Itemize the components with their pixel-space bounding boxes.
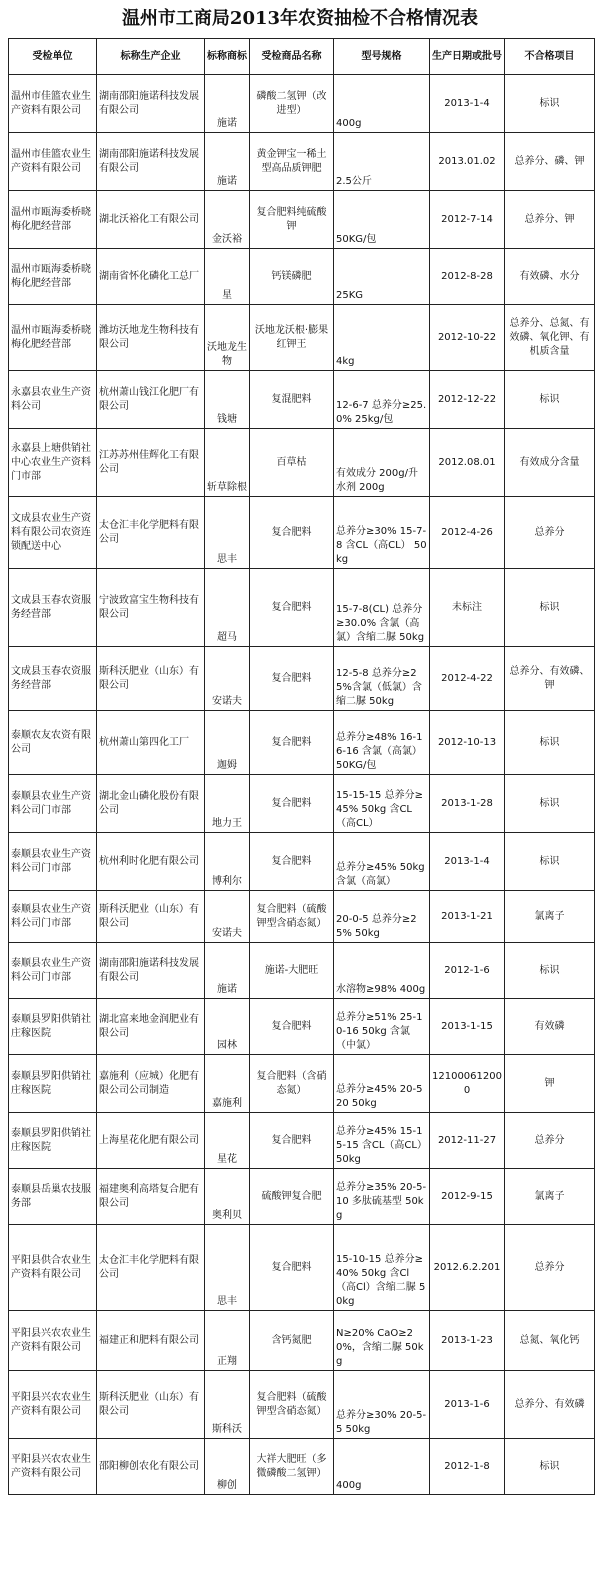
table-row	[9, 1439, 595, 1495]
spec-cell: 总养分≥48% 16-16-16 含氯（高氯）50KG/包	[334, 711, 430, 775]
inspected-unit-cell: 泰顺农友农资有限公司	[9, 711, 97, 775]
table-row	[9, 1225, 595, 1311]
trademark-cell: 安诺夫	[205, 891, 250, 943]
table-row	[9, 1371, 595, 1439]
product-name-cell: 百草枯	[250, 429, 334, 497]
table-row	[9, 833, 595, 891]
trademark-cell: 星	[205, 249, 250, 305]
trademark-cell: 思丰	[205, 497, 250, 569]
date-batch-cell: 2012-1-8	[430, 1439, 505, 1495]
manufacturer-cell: 太仓汇丰化学肥料有限公司	[97, 1225, 205, 1311]
header-row	[9, 39, 595, 75]
trademark-cell: 正翔	[205, 1311, 250, 1371]
manufacturer-cell: 杭州利时化肥有限公司	[97, 833, 205, 891]
date-batch-cell: 2012-10-22	[430, 305, 505, 371]
inspected-unit-cell: 泰顺县农业生产资料公司门市部	[9, 775, 97, 833]
spec-cell: 50KG/包	[334, 191, 430, 249]
failed-item-cell: 标识	[505, 711, 595, 775]
failed-item-cell: 有效磷	[505, 999, 595, 1055]
product-name-cell: 复合肥料纯硫酸钾	[250, 191, 334, 249]
spec-cell: 总养分≥45% 20-5 20 50kg	[334, 1055, 430, 1113]
spec-cell: 12-5-8 总养分≥25%含氯（低氯）含缩二脲 50kg	[334, 647, 430, 711]
table-row	[9, 305, 595, 371]
date-batch-cell: 2012-9-15	[430, 1169, 505, 1225]
failed-item-cell: 总养分	[505, 1113, 595, 1169]
inspected-unit-cell: 温州市佳篮农业生产资料有限公司	[9, 75, 97, 133]
failed-item-cell: 总氮、氧化钙	[505, 1311, 595, 1371]
table-body	[9, 75, 595, 1495]
inspected-unit-cell: 平阳县兴农农业生产资料有限公司	[9, 1311, 97, 1371]
inspected-unit-cell: 泰顺县罗阳供销社庄稼医院	[9, 1113, 97, 1169]
spec-cell: 20-0-5 总养分≥25% 50kg	[334, 891, 430, 943]
date-batch-cell: 2013-1-23	[430, 1311, 505, 1371]
col-header-spec: 型号规格	[334, 39, 430, 75]
spec-cell: 水溶物≥98% 400g	[334, 943, 430, 999]
table-row	[9, 1169, 595, 1225]
trademark-cell: 安诺夫	[205, 647, 250, 711]
trademark-cell: 星花	[205, 1113, 250, 1169]
manufacturer-cell: 太仓汇丰化学肥料有限公司	[97, 497, 205, 569]
table-row	[9, 943, 595, 999]
product-name-cell: 复合肥料（硫酸钾型含硝态氮）	[250, 891, 334, 943]
col-header-date-batch: 生产日期或批号	[430, 39, 505, 75]
trademark-cell: 博利尔	[205, 833, 250, 891]
spec-cell: 总养分≥51% 25-10-16 50kg 含氯（中氯）	[334, 999, 430, 1055]
manufacturer-cell: 杭州萧山第四化工厂	[97, 711, 205, 775]
failed-item-cell: 有效成分含量	[505, 429, 595, 497]
page-title: 温州市工商局2013年农资抽检不合格情况表	[121, 8, 479, 29]
product-name-cell: 钙镁磷肥	[250, 249, 334, 305]
table-row	[9, 429, 595, 497]
failed-item-cell: 标识	[505, 371, 595, 429]
trademark-cell: 超马	[205, 569, 250, 647]
inspected-unit-cell: 泰顺县农业生产资料公司门市部	[9, 833, 97, 891]
inspected-unit-cell: 永嘉县农业生产资料公司	[9, 371, 97, 429]
product-name-cell: 施诺-大肥旺	[250, 943, 334, 999]
date-batch-cell: 2012-7-14	[430, 191, 505, 249]
spec-cell: 15-15-15 总养分≥45% 50kg 含CL（高CL）	[334, 775, 430, 833]
manufacturer-cell: 福建正和肥料有限公司	[97, 1311, 205, 1371]
date-batch-cell: 2013-1-4	[430, 833, 505, 891]
date-batch-cell: 2013-1-28	[430, 775, 505, 833]
spec-cell: 400g	[334, 1439, 430, 1495]
failed-item-cell: 氯离子	[505, 1169, 595, 1225]
manufacturer-cell: 江苏苏州佳辉化工有限公司	[97, 429, 205, 497]
spec-cell: N≥20% CaO≥20%，含缩二脲 50kg	[334, 1311, 430, 1371]
date-batch-cell: 2013-1-21	[430, 891, 505, 943]
spec-cell: 总养分≥30% 15-7-8 含CL（高CL） 50kg	[334, 497, 430, 569]
col-header-inspected-unit: 受检单位	[9, 39, 97, 75]
col-header-trademark: 标称商标	[205, 39, 250, 75]
inspected-unit-cell: 温州市瓯海委桥晓梅化肥经营部	[9, 249, 97, 305]
failed-item-cell: 总养分	[505, 1225, 595, 1311]
product-name-cell: 复合肥料（含硝态氮）	[250, 1055, 334, 1113]
inspected-unit-cell: 泰顺县岳巢农技服务部	[9, 1169, 97, 1225]
trademark-cell: 园林	[205, 999, 250, 1055]
inspected-unit-cell: 泰顺县农业生产资料公司门市部	[9, 891, 97, 943]
manufacturer-cell: 斯科沃肥业（山东）有限公司	[97, 891, 205, 943]
inspected-unit-cell: 文成县农业生产资料有限公司农资连锁配送中心	[9, 497, 97, 569]
product-name-cell: 复合肥料	[250, 711, 334, 775]
trademark-cell: 金沃裕	[205, 191, 250, 249]
failed-item-cell: 总养分、钾	[505, 191, 595, 249]
trademark-cell: 斩草除根	[205, 429, 250, 497]
failed-item-cell: 有效磷、水分	[505, 249, 595, 305]
product-name-cell: 复合肥料	[250, 647, 334, 711]
product-name-cell: 大祥大肥旺（多微磷酸二氢钾）	[250, 1439, 334, 1495]
table-row	[9, 775, 595, 833]
failed-item-cell: 钾	[505, 1055, 595, 1113]
spec-cell: 总养分≥45% 15-15-15 含CL（高CL） 50kg	[334, 1113, 430, 1169]
table-row	[9, 191, 595, 249]
table-row	[9, 999, 595, 1055]
manufacturer-cell: 杭州萧山钱江化肥厂有限公司	[97, 371, 205, 429]
manufacturer-cell: 宁波致富宝生物科技有限公司	[97, 569, 205, 647]
trademark-cell: 迦姆	[205, 711, 250, 775]
inspected-unit-cell: 平阳县兴农农业生产资料有限公司	[9, 1371, 97, 1439]
product-name-cell: 复合肥料（硫酸钾型含硝态氮）	[250, 1371, 334, 1439]
product-name-cell: 含钙氮肥	[250, 1311, 334, 1371]
table-row	[9, 75, 595, 133]
manufacturer-cell: 嘉施利（应城）化肥有限公司公司制造	[97, 1055, 205, 1113]
trademark-cell: 钱塘	[205, 371, 250, 429]
date-batch-cell: 2012.08.01	[430, 429, 505, 497]
table-row	[9, 249, 595, 305]
date-batch-cell: 2012.6.2.201	[430, 1225, 505, 1311]
table-row	[9, 371, 595, 429]
product-name-cell: 复合肥料	[250, 833, 334, 891]
product-name-cell: 沃地龙沃根·膨果红钾王	[250, 305, 334, 371]
manufacturer-cell: 潍坊沃地龙生物科技有限公司	[97, 305, 205, 371]
manufacturer-cell: 湖南省怀化磷化工总厂	[97, 249, 205, 305]
manufacturer-cell: 邵阳柳创农化有限公司	[97, 1439, 205, 1495]
product-name-cell: 黄金钾宝一稀土型高品质钾肥	[250, 133, 334, 191]
product-name-cell: 磷酸二氢钾（改进型）	[250, 75, 334, 133]
table-row	[9, 1311, 595, 1371]
failed-item-cell: 氯离子	[505, 891, 595, 943]
spec-cell: 总养分≥35% 20-5-10 多肽硫基型 50kg	[334, 1169, 430, 1225]
inspected-unit-cell: 文成县玉春农资服务经营部	[9, 647, 97, 711]
failed-item-cell: 总养分	[505, 497, 595, 569]
manufacturer-cell: 湖南邵阳施诺科技发展有限公司	[97, 943, 205, 999]
date-batch-cell: 2012-11-27	[430, 1113, 505, 1169]
manufacturer-cell: 湖南邵阳施诺科技发展有限公司	[97, 133, 205, 191]
inspection-table	[8, 38, 595, 1495]
trademark-cell: 施诺	[205, 943, 250, 999]
failed-item-cell: 标识	[505, 569, 595, 647]
spec-cell: 12-6-7 总养分≥25.0% 25kg/包	[334, 371, 430, 429]
date-batch-cell: 未标注	[430, 569, 505, 647]
date-batch-cell: 2013-1-4	[430, 75, 505, 133]
spec-cell: 15-7-8(CL) 总养分≥30.0% 含氯（高氯）含缩二脲 50kg	[334, 569, 430, 647]
trademark-cell: 施诺	[205, 75, 250, 133]
manufacturer-cell: 湖南邵阳施诺科技发展有限公司	[97, 75, 205, 133]
trademark-cell: 沃地龙生物	[205, 305, 250, 371]
product-name-cell: 复合肥料	[250, 569, 334, 647]
failed-item-cell: 总养分、有效磷、钾	[505, 647, 595, 711]
trademark-cell: 地力王	[205, 775, 250, 833]
manufacturer-cell: 斯科沃肥业（山东）有限公司	[97, 1371, 205, 1439]
failed-item-cell: 标识	[505, 775, 595, 833]
inspected-unit-cell: 泰顺县罗阳供销社庄稼医院	[9, 999, 97, 1055]
inspected-unit-cell: 永嘉县上塘供销社中心农业生产资料门市部	[9, 429, 97, 497]
trademark-cell: 柳创	[205, 1439, 250, 1495]
spec-cell: 15-10-15 总养分≥40% 50kg 含Cl（高Cl）含缩二脲 50kg	[334, 1225, 430, 1311]
date-batch-cell: 2012-10-13	[430, 711, 505, 775]
table-row	[9, 133, 595, 191]
product-name-cell: 硫酸钾复合肥	[250, 1169, 334, 1225]
spec-cell: 25KG	[334, 249, 430, 305]
product-name-cell: 复合肥料	[250, 775, 334, 833]
failed-item-cell: 总养分、有效磷	[505, 1371, 595, 1439]
failed-item-cell: 标识	[505, 943, 595, 999]
manufacturer-cell: 湖北富来地金润肥业有限公司	[97, 999, 205, 1055]
product-name-cell: 复合肥料	[250, 497, 334, 569]
inspected-unit-cell: 泰顺县农业生产资料公司门市部	[9, 943, 97, 999]
inspected-unit-cell: 温州市瓯海委桥晓梅化肥经营部	[9, 191, 97, 249]
manufacturer-cell: 湖北金山磷化股份有限公司	[97, 775, 205, 833]
inspected-unit-cell: 文成县玉春农资服务经营部	[9, 569, 97, 647]
failed-item-cell: 标识	[505, 833, 595, 891]
date-batch-cell: 2013.01.02	[430, 133, 505, 191]
spec-cell: 有效成分 200g/升 水剂 200g	[334, 429, 430, 497]
table-row	[9, 1055, 595, 1113]
trademark-cell: 奥利贝	[205, 1169, 250, 1225]
trademark-cell: 斯科沃	[205, 1371, 250, 1439]
product-name-cell: 复合肥料	[250, 999, 334, 1055]
date-batch-cell: 2012-12-22	[430, 371, 505, 429]
table-row	[9, 891, 595, 943]
failed-item-cell: 标识	[505, 75, 595, 133]
manufacturer-cell: 湖北沃裕化工有限公司	[97, 191, 205, 249]
product-name-cell: 复混肥料	[250, 371, 334, 429]
col-header-manufacturer: 标称生产企业	[97, 39, 205, 75]
col-header-product-name: 受检商品名称	[250, 39, 334, 75]
failed-item-cell: 总养分、磷、钾	[505, 133, 595, 191]
spec-cell: 2.5公斤	[334, 133, 430, 191]
date-batch-cell: 2012-4-26	[430, 497, 505, 569]
date-batch-cell: 2012-1-6	[430, 943, 505, 999]
trademark-cell: 施诺	[205, 133, 250, 191]
manufacturer-cell: 福建奥利高塔复合肥有限公司	[97, 1169, 205, 1225]
product-name-cell: 复合肥料	[250, 1225, 334, 1311]
spec-cell: 总养分≥45% 50kg 含氯（高氯）	[334, 833, 430, 891]
failed-item-cell: 标识	[505, 1439, 595, 1495]
trademark-cell: 嘉施利	[205, 1055, 250, 1113]
table-row	[9, 497, 595, 569]
inspection-table-container	[8, 38, 594, 1571]
failed-item-cell: 总养分、总氮、有效磷、氧化钾、有机质含量	[505, 305, 595, 371]
date-batch-cell: 2012-8-28	[430, 249, 505, 305]
inspected-unit-cell: 平阳县供合农业生产资料有限公司	[9, 1225, 97, 1311]
spec-cell: 总养分≥30% 20-5-5 50kg	[334, 1371, 430, 1439]
inspected-unit-cell: 温州市瓯海委桥晓梅化肥经营部	[9, 305, 97, 371]
table-row	[9, 569, 595, 647]
date-batch-cell: 121000612000	[430, 1055, 505, 1113]
product-name-cell: 复合肥料	[250, 1113, 334, 1169]
table-row	[9, 647, 595, 711]
spec-cell: 4kg	[334, 305, 430, 371]
manufacturer-cell: 斯科沃肥业（山东）有限公司	[97, 647, 205, 711]
col-header-failed-item: 不合格项目	[505, 39, 595, 75]
date-batch-cell: 2013-1-6	[430, 1371, 505, 1439]
table-row	[9, 1113, 595, 1169]
table-row	[9, 711, 595, 775]
date-batch-cell: 2013-1-15	[430, 999, 505, 1055]
spec-cell: 400g	[334, 75, 430, 133]
date-batch-cell: 2012-4-22	[430, 647, 505, 711]
trademark-cell: 思丰	[205, 1225, 250, 1311]
inspected-unit-cell: 泰顺县罗阳供销社庄稼医院	[9, 1055, 97, 1113]
manufacturer-cell: 上海星花化肥有限公司	[97, 1113, 205, 1169]
inspected-unit-cell: 温州市佳篮农业生产资料有限公司	[9, 133, 97, 191]
inspected-unit-cell: 平阳县兴农农业生产资料有限公司	[9, 1439, 97, 1495]
